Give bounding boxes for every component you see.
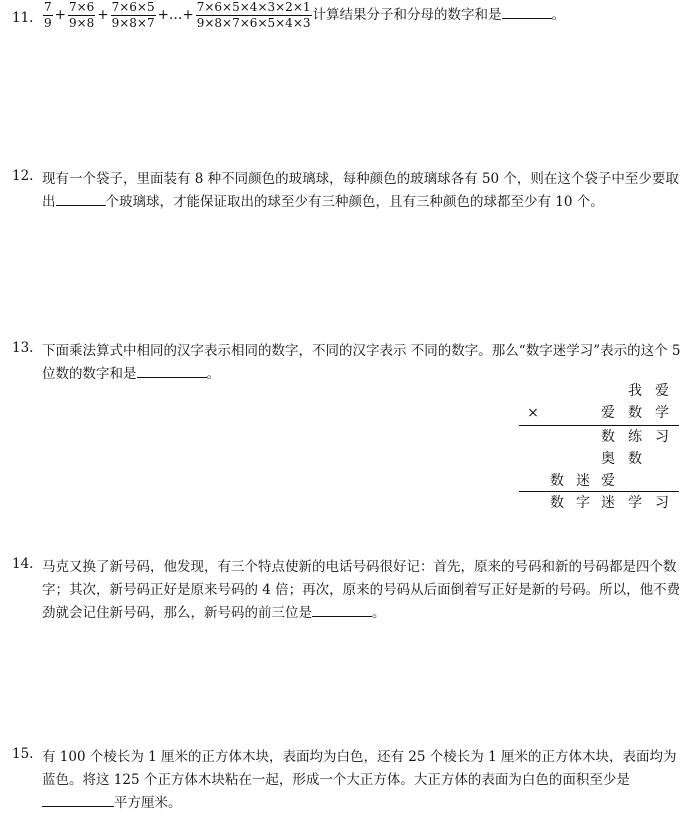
ellipsis-plus: +…+ [157, 7, 194, 23]
answer-blank[interactable] [312, 602, 372, 617]
fraction-3: $\frac{7\times 6\times 5}{9\times 8\times 7}$ [111, 0, 155, 30]
fraction-1: $\frac{7}{9}$ [44, 0, 52, 30]
puzzle-char: 习 [655, 495, 669, 511]
puzzle-char: 迷 [576, 473, 590, 489]
puzzle-char: 数 [550, 495, 564, 511]
question-number: 12. [12, 168, 34, 184]
puzzle-char: 爱 [601, 473, 615, 489]
puzzle-char: 爱 [655, 383, 669, 399]
question-number: 13. [12, 340, 34, 356]
answer-blank[interactable] [42, 792, 114, 807]
puzzle-char: 练 [628, 429, 642, 445]
puzzle-char: 我 [628, 383, 642, 399]
puzzle-row-5 [513, 470, 678, 492]
question-13-text: 下面乘法算式中相同的汉字表示相同的数字，不同的汉字表示 不同的数字。那么“数字迷学习”表示的这个 5 位数的数字和是 。 [42, 343, 681, 382]
question-number: 11. [12, 10, 34, 26]
puzzle-row-6 [513, 492, 678, 514]
question-12-text: 现有一个袋子，里面装有 8 种不同颜色的玻璃球，每种颜色的玻璃球各有 50 个，则在这个袋子中至少要取出 个玻璃球，才能保证取出的球至少有三种颜色，且有三种颜色的球都至少有 10 个。 [42, 171, 679, 210]
puzzle-char: 习 [655, 429, 669, 445]
puzzle-char: 奥 [601, 451, 615, 467]
fraction-4: $\frac{7\times 6\times 5\times 4\times 3\times 2\times 1}{9\times 8\times 7\times 6\times 5\times 4\times 3}$ [196, 0, 311, 30]
puzzle-row-1 [513, 380, 678, 402]
puzzle-char: 字 [576, 495, 590, 511]
answer-blank[interactable] [56, 191, 106, 206]
puzzle-char: 迷 [601, 495, 615, 511]
puzzle-row-3 [513, 426, 678, 448]
puzzle-char: 学 [628, 495, 642, 511]
puzzle-char: 数 [628, 451, 642, 467]
question-15-text: 有 100 个棱长为 1 厘米的正方体木块，表面均为白色，还有 25 个棱长为 1 厘米的正方体木块，表面均为蓝色。将这 125 个正方体木块粘在一起，形成一个大正方体。大正方体的表面为白色的面积至少是平方厘米。 [42, 749, 677, 811]
puzzle-row-2 [513, 402, 678, 424]
question-number: 14. [12, 556, 34, 572]
question-11-text: 计算结果分子和分母的数字和是 [312, 7, 502, 23]
puzzle-char: 学 [655, 405, 669, 421]
puzzle-char: 数 [550, 473, 564, 489]
puzzle-char: 数 [601, 429, 615, 445]
plus-sign: + [54, 7, 66, 23]
multiply-sign: × [527, 405, 539, 421]
fraction-2: $\frac{7\times 6}{9\times 8}$ [68, 0, 95, 30]
question-14-text: 马克又换了新号码，他发现，有三个特点使新的电话号码很好记：首先，原来的号码和新的号码都是四个数字；其次，新号码正好是原来号码的 4 倍；再次，原来的号码从后面倒着写正好是新的号码。所以，他不费劲就会记住新号码，那么，新号码的前三位是 。 [42, 559, 681, 621]
puzzle-row-4 [513, 448, 678, 470]
answer-blank[interactable] [502, 4, 552, 19]
puzzle-char: 数 [628, 405, 642, 421]
question-number: 15. [12, 746, 34, 762]
multiplication-puzzle [513, 380, 678, 515]
plus-sign: + [97, 7, 109, 23]
answer-blank[interactable] [137, 363, 207, 378]
question-11-expression: $\frac{7}{9}$ + $\frac{7\times 6}{9\times 8}$ + $\frac{7\times 6\times 5}{9\times 8\times 7}$ +…+ $\frac{7\times 6\times 5\times 4\times 3\times 2\times 1}{9\times 8\times 7\times 6\times 5\times 4\times 3}$ 计算结果分子和分母的数字和是 。 [44, 0, 566, 30]
puzzle-char: 爱 [601, 405, 615, 421]
